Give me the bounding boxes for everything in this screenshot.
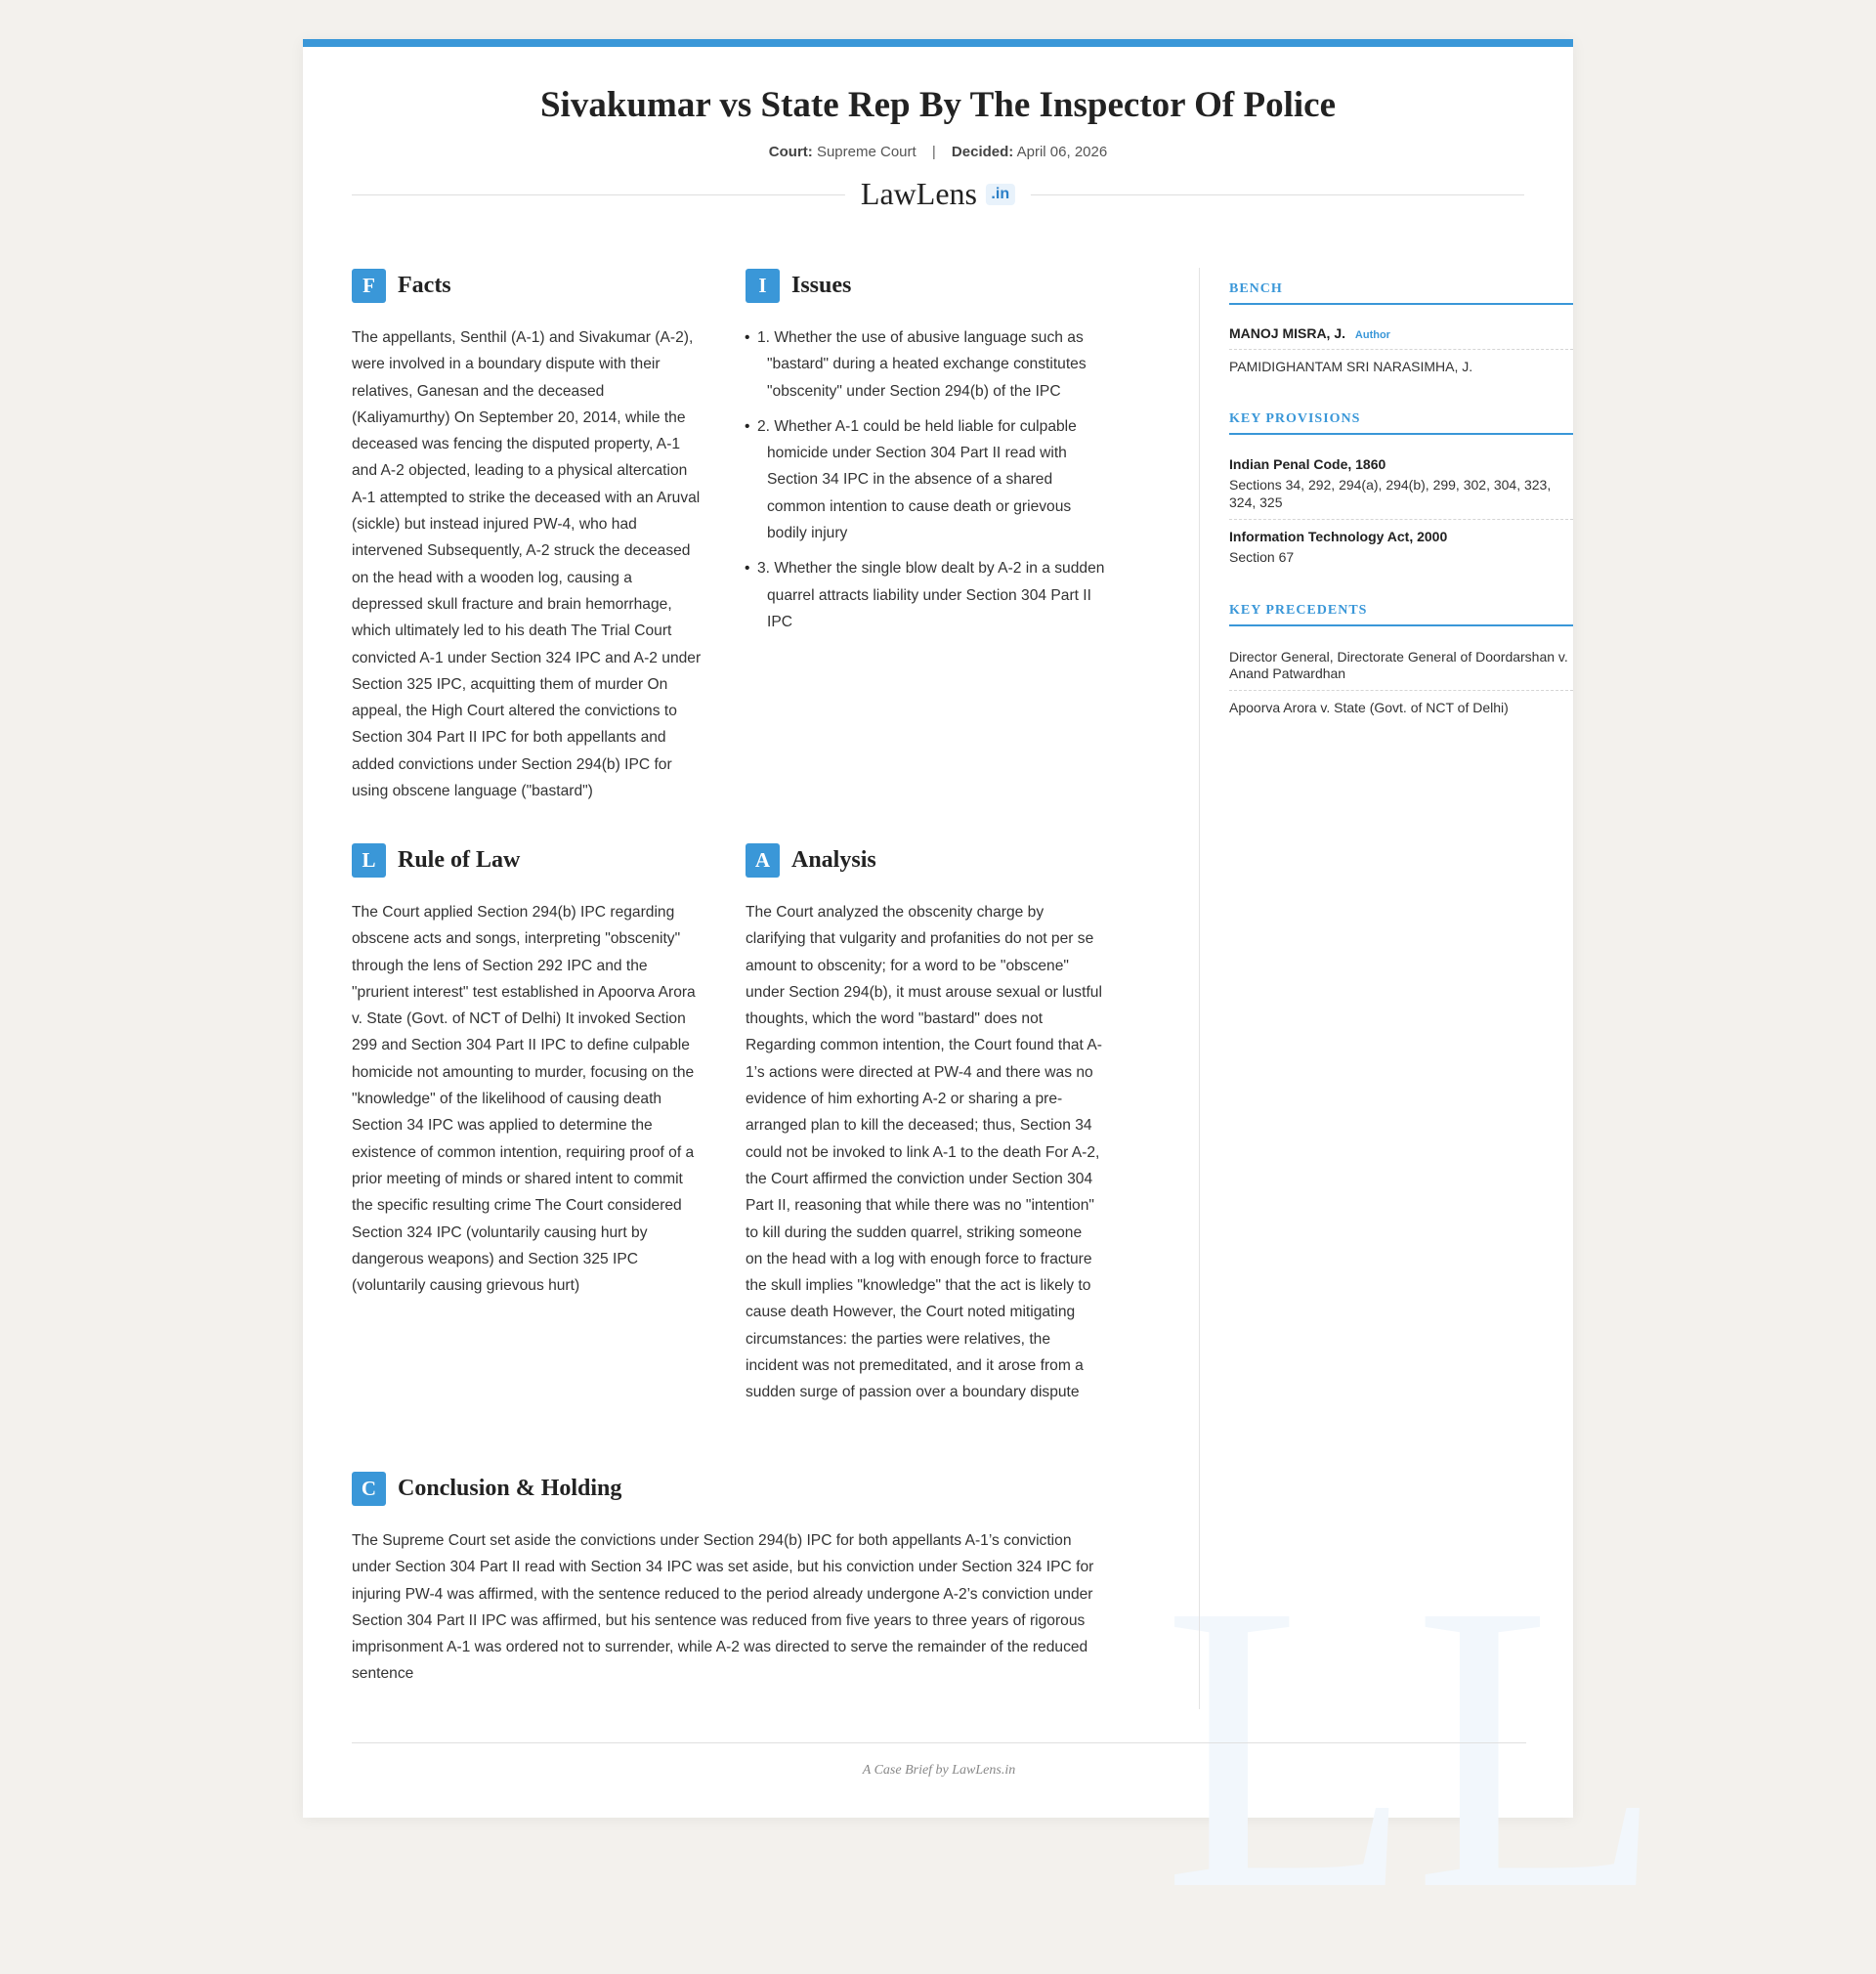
provision-sections: Sections 34, 292, 294(a), 294(b), 299, 302, 304, 323, 324, 325 — [1229, 477, 1552, 510]
judge-name: MANOJ MISRA, J. — [1229, 325, 1346, 341]
judge-item — [1229, 317, 1573, 350]
case-title: Sivakumar vs State Rep By The Inspector Of Police — [539, 85, 1337, 125]
provisions-heading: KEY PROVISIONS — [1229, 411, 1573, 435]
section-badge: F — [352, 269, 386, 303]
court-label: Court: — [768, 144, 813, 160]
watermark-logo: LL — [1163, 1520, 1665, 1974]
section-badge: I — [746, 269, 780, 303]
analysis-text: The Court analyzed the obscenity charge by clarifying that vulgarity and profanities do not per se amount to obscenity; for a word to be "obscene" under Section 294(b), it must arouse sexual or lustful thoughts, which the word "bastard" does not Regarding common intention, the Court found that A-1’s actions were directed at PW-4 and there was no evidence of him exhorting A-2 or sharing a pre-arranged plan to kill the deceased; thus, Section 34 could not be invoked to link A-1 to the death For A-2, the Court affirmed the conviction under Section 304 Part II, reasoning that while there was no "intention" to kill during the sudden quarrel, striking someone on the head with a log with enough force to fracture the skull implies "knowledge" that the act is likely to cause death However, the Court noted mitigating circumstances: the parties were relatives, the incident was not premeditated, and it arose from a sudden surge of passion over a boundary dispute — [746, 904, 1102, 1401]
brand-divider — [352, 176, 1524, 215]
section-analysis — [746, 842, 1102, 1406]
provision-act: Information Technology Act, 2000 — [1229, 529, 1448, 544]
section-header — [352, 1471, 1114, 1506]
bench-panel — [1229, 268, 1573, 382]
precedents-list — [1229, 640, 1573, 724]
court-value: Supreme Court — [816, 144, 917, 160]
brand-name: LawLens — [860, 176, 977, 211]
brief-header — [303, 47, 1573, 215]
judge-name: PAMIDIGHANTAM SRI NARASIMHA, J. — [1229, 359, 1473, 374]
conclusion-text: The Supreme Court set aside the convictions under Section 294(b) IPC for both appellants A-1’s conviction under Section 304 Part II read with Section 34 IPC was set aside, but his conviction under Section 324 IPC for injuring PW-4 was affirmed, with the sentence reduced to the period already undergone A-2’s conviction under Section 304 Part II IPC was affirmed, but his sentence was reduced from five years to three years of rigorous imprisonment A-1 was ordered not to surrender, while A-2 was directed to serve the remainder of the reduced sentence — [352, 1532, 1094, 1683]
brief-footer: A Case Brief by LawLens.in — [352, 1742, 1526, 1779]
meta-separator: | — [931, 144, 936, 160]
sidebar — [1229, 268, 1573, 724]
section-facts — [352, 268, 704, 804]
column-divider — [1199, 268, 1200, 1709]
section-badge: L — [352, 843, 386, 878]
section-rule-of-law — [352, 842, 706, 1299]
section-header — [352, 268, 704, 303]
issue-item: • 3. Whether the single blow dealt by A-2 in a sudden quarrel attracts liability under Section 304 Part II IPC — [746, 555, 1107, 635]
section-header — [746, 268, 1107, 303]
section-title: Analysis — [791, 846, 876, 873]
section-header — [746, 842, 1102, 878]
case-brief-page — [303, 39, 1665, 1974]
provisions-list — [1229, 448, 1573, 574]
bench-list — [1229, 317, 1573, 382]
author-tag: Author — [1354, 329, 1390, 341]
case-meta — [303, 144, 1573, 160]
brand-logo — [845, 176, 1031, 212]
section-issues — [746, 268, 1107, 644]
precedents-heading: KEY PRECEDENTS — [1229, 603, 1573, 626]
provision-sections: Section 67 — [1229, 549, 1295, 565]
provision-item — [1229, 520, 1573, 574]
judge-item — [1229, 350, 1573, 382]
facts-text: The appellants, Senthil (A-1) and Sivakumar (A-2), were involved in a boundary dispute with their relatives, Ganesan and the deceased (Kaliyamurthy) On September 20, 2014, while the deceased was fencing the disputed property, A-1 and A-2 objected, leading to a physical altercation A-1 attempted to strike the deceased with an Aruval (sickle) but instead injured PW-4, who had intervened Subsequently, A-2 struck the deceased on the head with a wooden log, causing a depressed skull fracture and brain hemorrhage, which ultimately led to his death The Trial Court convicted A-1 under Section 324 IPC and A-2 under Section 325 IPC, acquitting them of murder On appeal, the High Court altered the convictions to Section 304 Part II IPC for both appellants and added convictions under Section 294(b) IPC for using obscene language ("bastard") — [352, 329, 702, 800]
issue-item: • 1. Whether the use of abusive language such as "bastard" during a heated exchange constitutes "obscenity" under Section 294(b) of the IPC — [746, 324, 1107, 405]
section-title: Issues — [791, 272, 852, 298]
decided-value: April 06, 2026 — [1016, 144, 1108, 160]
provision-item — [1229, 448, 1573, 520]
brand-tld-badge: .in — [985, 184, 1015, 205]
issue-item: • 2. Whether A-1 could be held liable for culpable homicide under Section 304 Part II read with Section 34 IPC in the absence of a shared common intention to cause death or grievous bodily injury — [746, 413, 1107, 546]
precedent-item: Director General, Directorate General of Doordarshan v. Anand Patwardhan — [1229, 640, 1573, 691]
issues-list — [746, 324, 1107, 635]
provisions-panel — [1229, 411, 1573, 574]
section-badge: C — [352, 1472, 386, 1506]
precedent-item: Apoorva Arora v. State (Govt. of NCT of Delhi) — [1229, 700, 1509, 715]
section-badge: A — [746, 843, 780, 878]
provision-act: Indian Penal Code, 1860 — [1229, 456, 1386, 472]
bench-heading: BENCH — [1229, 281, 1573, 305]
section-title: Rule of Law — [398, 846, 521, 873]
decided-label: Decided: — [951, 144, 1014, 160]
section-title: Conclusion & Holding — [398, 1475, 622, 1501]
section-title: Facts — [398, 272, 451, 298]
rule-of-law-text: The Court applied Section 294(b) IPC regarding obscene acts and songs, interpreting "obscenity" through the lens of Section 292 IPC and the "prurient interest" test established in Apoorva Arora v. State (Govt. of NCT of Delhi) It invoked Section 299 and Section 304 Part II IPC to define culpable homicide not amounting to murder, focusing on the "knowledge" of the likelihood of causing death Section 34 IPC was applied to determine the existence of common intention, requiring proof of a prior meeting of minds or shared intent to commit the specific resulting crime The Court considered Section 324 IPC (voluntarily causing hurt by dangerous weapons) and Section 325 IPC (voluntarily causing grievous hurt) — [352, 904, 696, 1295]
section-header — [352, 842, 706, 878]
precedents-panel — [1229, 603, 1573, 724]
section-conclusion — [352, 1471, 1114, 1688]
